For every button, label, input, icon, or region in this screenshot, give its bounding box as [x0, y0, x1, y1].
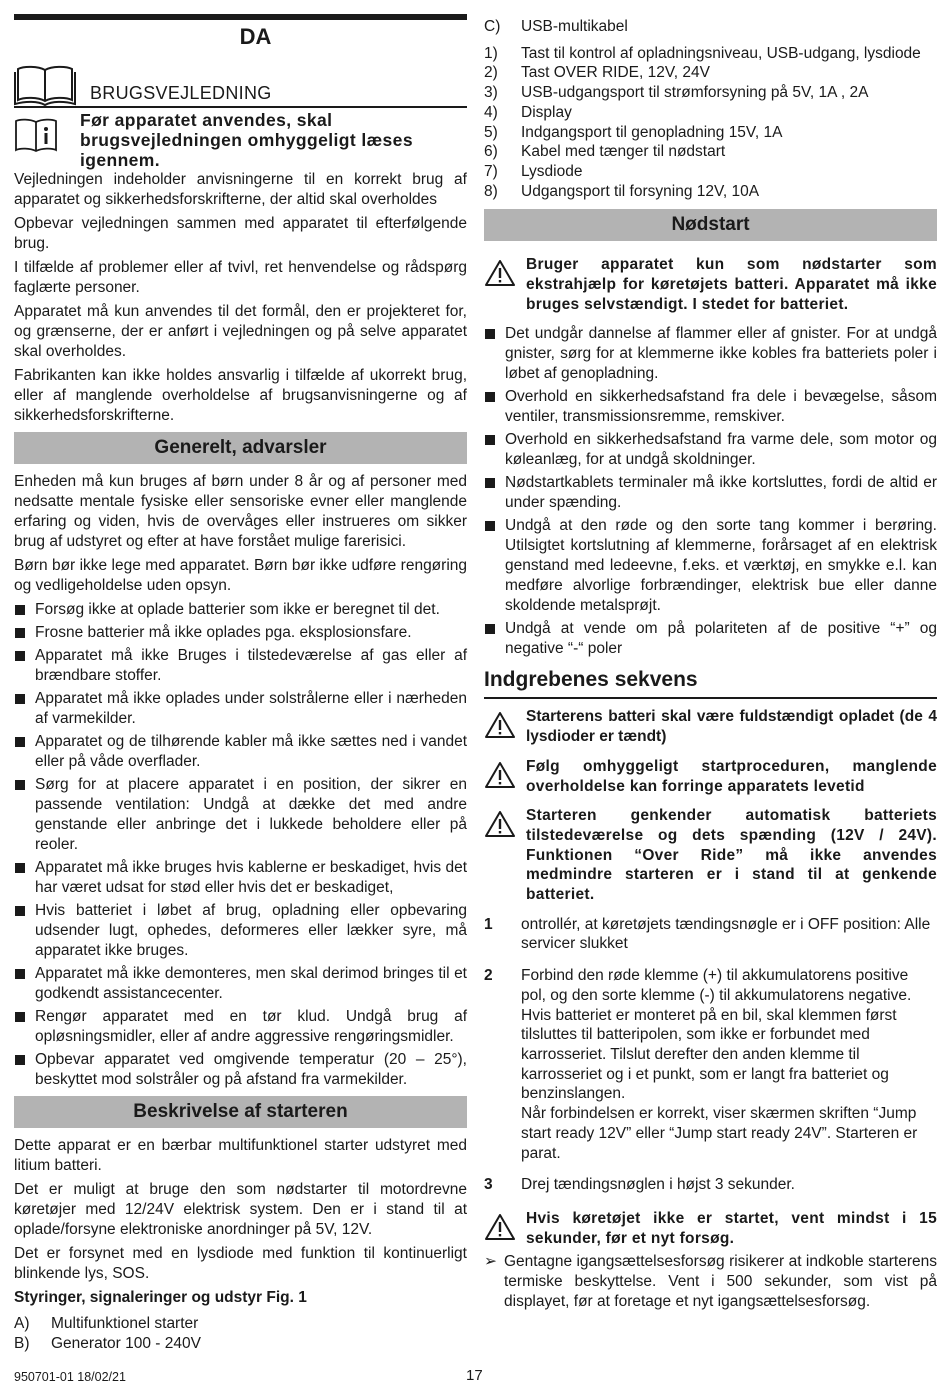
document-code: 950701-01 18/02/21 — [14, 1370, 126, 1384]
list-item: Hvis batteriet i løbet af brug, opladning eller opbevaring udsender lugt, ophedes, deformeres eller lækker syre, må apparatet ikke bruges. — [14, 901, 467, 961]
general-warnings-heading: Generelt, advarsler — [14, 432, 467, 464]
list-item: 5) Indgangsport til genopladning 15V, 1A — [484, 123, 783, 141]
list-item: Apparatet må ikke Bruges i tilstedeværelse af gas eller af brændbare stoffer. — [14, 646, 467, 686]
sequence-rule — [484, 697, 937, 699]
step-item: 3 Drej tændingsnøglen i højst 3 sekunder. — [484, 1176, 795, 1194]
sequence-warning-text: Starterens batteri skal være fuldstændigt opladet (de 4 lysdioder er tændt) — [526, 708, 937, 746]
page-number: 17 — [466, 1367, 483, 1384]
description-paragraph: Dette apparat er en bærbar multifunktionel starter udstyret med litium batteri. — [14, 1137, 467, 1174]
list-item: Apparatet og de tilhørende kabler må ikke sættes ned i vandet eller på våde overflader. — [14, 732, 467, 772]
list-item: Undgå at vende om på polariteten af de positive “+” og negative “-“ poler — [484, 619, 937, 659]
component-number-list — [484, 44, 937, 202]
intro-paragraph: Fabrikanten kan ikke holdes ansvarlig i tilfælde af ukorrekt brug, eller af manglende overholdelse af brugsanvisningerne og af sikkerhedsforskrifterne. — [14, 367, 467, 424]
list-item: Opbevar apparatet ved omgivende temperatur (20 – 25°), beskyttet mod solstråler og på afstand fra varmekilder. — [14, 1050, 467, 1090]
list-item: Apparatet må ikke demonteres, men skal derimod bringes til et godkendt assistancecenter. — [14, 964, 467, 1004]
top-rule — [14, 14, 467, 20]
list-item: 1) Tast til kontrol af opladningsniveau, USB-udgang, lysdiode — [484, 44, 921, 62]
retry-note-text: Gentagne igangsættelsesforsøg risikerer at indkoble starterens termiske beskyttelse. Vent i 500 sekunder, som vist på displayet, før at foretage et nyt igangsættelsesforsøg. — [504, 1253, 937, 1310]
read-manual-notice — [14, 110, 467, 170]
component-letter-list — [14, 1314, 467, 1353]
description-paragraph: Det er muligt at bruge den som nødstarter til motordrevne køretøjer med 12/24V elektrisk system. Den er i stand til at oplade/forsyne elektroniske anordninger på 5V, 12V. — [14, 1181, 467, 1238]
warning-triangle-icon — [484, 711, 516, 739]
sequence-warning-text: Følg omhyggeligt startproceduren, manglende overholdelse kan forringe apparatets levetid — [526, 757, 937, 795]
retry-note — [484, 1252, 937, 1311]
sequence-warning-text: Starteren genkender automatisk batteriets tilstedeværelse og dets spænding (12V / 24V). Funktionen “Over Ride” må ikke anvendes medmindre starteren er i stand til at genkende batteriet. — [526, 807, 937, 904]
general-bullet-list — [14, 600, 467, 1090]
left-column — [14, 14, 467, 1353]
list-item: Frosne batterier må ikke oplades pga. eksplosionsfare. — [14, 623, 467, 643]
emergency-start-heading: Nødstart — [484, 209, 937, 241]
list-item: Overhold en sikkerhedsafstand fra varme dele, som motor og køleanlæg, for at undgå skoldninger. — [484, 430, 937, 470]
language-code: DA — [239, 24, 272, 49]
header-rule — [14, 106, 467, 108]
description-heading: Beskrivelse af starteren — [14, 1096, 467, 1128]
component-letter-list-cont — [484, 17, 937, 37]
step-item: 1 ontrollér, at køretøjets tændingsnøgle er i OFF position: Alle servicer slukket — [484, 915, 931, 953]
list-item: Apparatet må ikke oplades under solstrålerne eller i nærheden af varmekilder. — [14, 689, 467, 729]
intro-section — [14, 170, 467, 426]
right-column — [484, 17, 937, 1311]
controls-heading: Styringer, signaleringer og udstyr Fig. 1 — [14, 1289, 307, 1306]
book-icon — [14, 62, 76, 106]
list-item: 8) Udgangsport til forsyning 12V, 10A — [484, 182, 760, 200]
warning-triangle-icon — [484, 1213, 516, 1241]
read-manual-text: Før apparatet anvendes, skal brugsvejledningen omhyggeligt læses igennem. — [80, 110, 413, 170]
list-item: Overhold en sikkerhedsafstand fra dele i bevægelse, såsom ventiler, transmissionsremme, remskiver. — [484, 387, 937, 427]
emergency-warning-text: Bruger apparatet kun som nødstarter som ekstrahjælp for køretøjets batteri. Apparatet må ikke bruges selvstændigt. I stedet for batteriet. — [526, 256, 937, 313]
intro-paragraph: Apparatet må kun anvendes til det formål, den er projekteret for, og grænserne, der er anført i vejledningen og på selve apparatet skal overholdes. — [14, 303, 467, 360]
list-item: A) Multifunktionel starter — [14, 1315, 199, 1332]
list-item: Apparatet må ikke bruges hvis kablerne er beskadiget, hvis det har været udsat for stød eller hvis det er beskadiget, — [14, 858, 467, 898]
list-item: 6) Kabel med tænger til nødstart — [484, 143, 726, 161]
general-paragraph: Børn bør ikke lege med apparatet. Børn bør ikke udføre rengøring og vedligeholdelse uden opsyn. — [14, 557, 467, 594]
list-item: Rengør apparatet med en tør klud. Undgå brug af opløsningsmidler, eller af andre aggressive rengøringsmidler. — [14, 1007, 467, 1047]
list-item: Forsøg ikke at oplade batterier som ikke er beregnet til det. — [14, 600, 467, 620]
intro-paragraph: Vejledningen indeholder anvisningerne til en korrekt brug af apparatet og sikkerhedsforskrifterne, der altid skal overholdes — [14, 171, 467, 208]
emergency-bullet-list — [484, 324, 937, 659]
list-item: B) Generator 100 - 240V — [14, 1334, 201, 1352]
warning-triangle-icon — [484, 259, 516, 287]
arrow-bullet-icon: ➢ — [484, 1253, 497, 1271]
final-warning-text: Hvis køretøjet ikke er startet, vent mindst i 15 sekunder, før et nyt forsøg. — [526, 1209, 937, 1247]
list-item: Undgå at den røde og den sorte tang kommer i berøring. Utilsigtet kortslutning af klemmerne, forårsaget af en elektrisk genstand med ledeevne, f.eks. et værktøj, en smykke e.l. kan medføre alvorlige forbrændinger, elektrisk bue eller danne skoldende metalsprøjt. — [484, 516, 937, 616]
list-item: 2) Tast OVER RIDE, 12V, 24V — [484, 64, 710, 82]
list-item: C) USB-multikabel — [484, 18, 628, 35]
intro-paragraph: Opbevar vejledningen sammen med apparatet til efterfølgende brug. — [14, 215, 467, 252]
list-item: Nødstartkablets terminaler må ikke kortsluttes, fordi de altid er under spænding. — [484, 473, 937, 513]
manual-title: BRUGSVEJLEDNING — [90, 83, 272, 103]
sequence-heading: Indgrebenes sekvens — [484, 668, 698, 692]
final-warning — [484, 1209, 937, 1248]
list-item: Sørg for at placere apparatet i en position, der sikrer en passende ventilation: Undgå at dække det med andre genstande eller anbringe det i lukkede beholdere eller på reoler. — [14, 775, 467, 855]
list-item: 4) Display — [484, 103, 572, 121]
step-item: 2 Forbind den røde klemme (+) til akkumulatorens positive pol, og den sorte klemme (-) til akkumulatorens negative. Hvis batteriet er monteret på en bil, skal klemmen først tilsluttes til batteripolen, som ikke er forbundet med karrosseriet. Tilslut derefter den anden klemme til karrosseriet og i et punkt, som er langt fra batteriet og benzinslangen. Når forbindelsen er korrekt, viser skærmen skriften “Jump start ready 12V” eller “Jump start ready 24V”. Starteren er parat. — [484, 967, 918, 1162]
intro-paragraph: I tilfælde af problemer eller af tvivl, ret henvendelse og rådspørg faglærte personer. — [14, 259, 467, 296]
description-paragraph: Det er forsynet med en lysdiode med funktion til kontinuerligt blinkende lys, SOS. — [14, 1245, 467, 1282]
emergency-warning — [484, 255, 937, 314]
list-item: 3) USB-udgangsport til strømforsyning på 5V, 1A , 2A — [484, 84, 869, 102]
general-paragraph: Enheden må kun bruges af børn under 8 år og af personer med nedsatte mentale fysiske eller sensoriske evner eller manglende erfaring og viden, hvis de overvåges eller instrueres om sikker brug af udstyret og efter at have forstået mulige farerisici. — [14, 473, 467, 550]
info-book-icon — [14, 116, 58, 154]
sequence-warning — [484, 806, 937, 905]
sequence-steps — [484, 915, 937, 1195]
sequence-warning — [484, 707, 937, 746]
manual-header — [14, 52, 467, 106]
list-item: 7) Lysdiode — [484, 162, 583, 180]
warning-triangle-icon — [484, 810, 516, 838]
sequence-warning — [484, 757, 937, 796]
list-item: Det undgår dannelse af flammer eller af gnister. For at undgå gnister, sørg for at klemmerne ikke kobles fra batteriets poler i løbet af genopladning. — [484, 324, 937, 384]
warning-triangle-icon — [484, 761, 516, 789]
